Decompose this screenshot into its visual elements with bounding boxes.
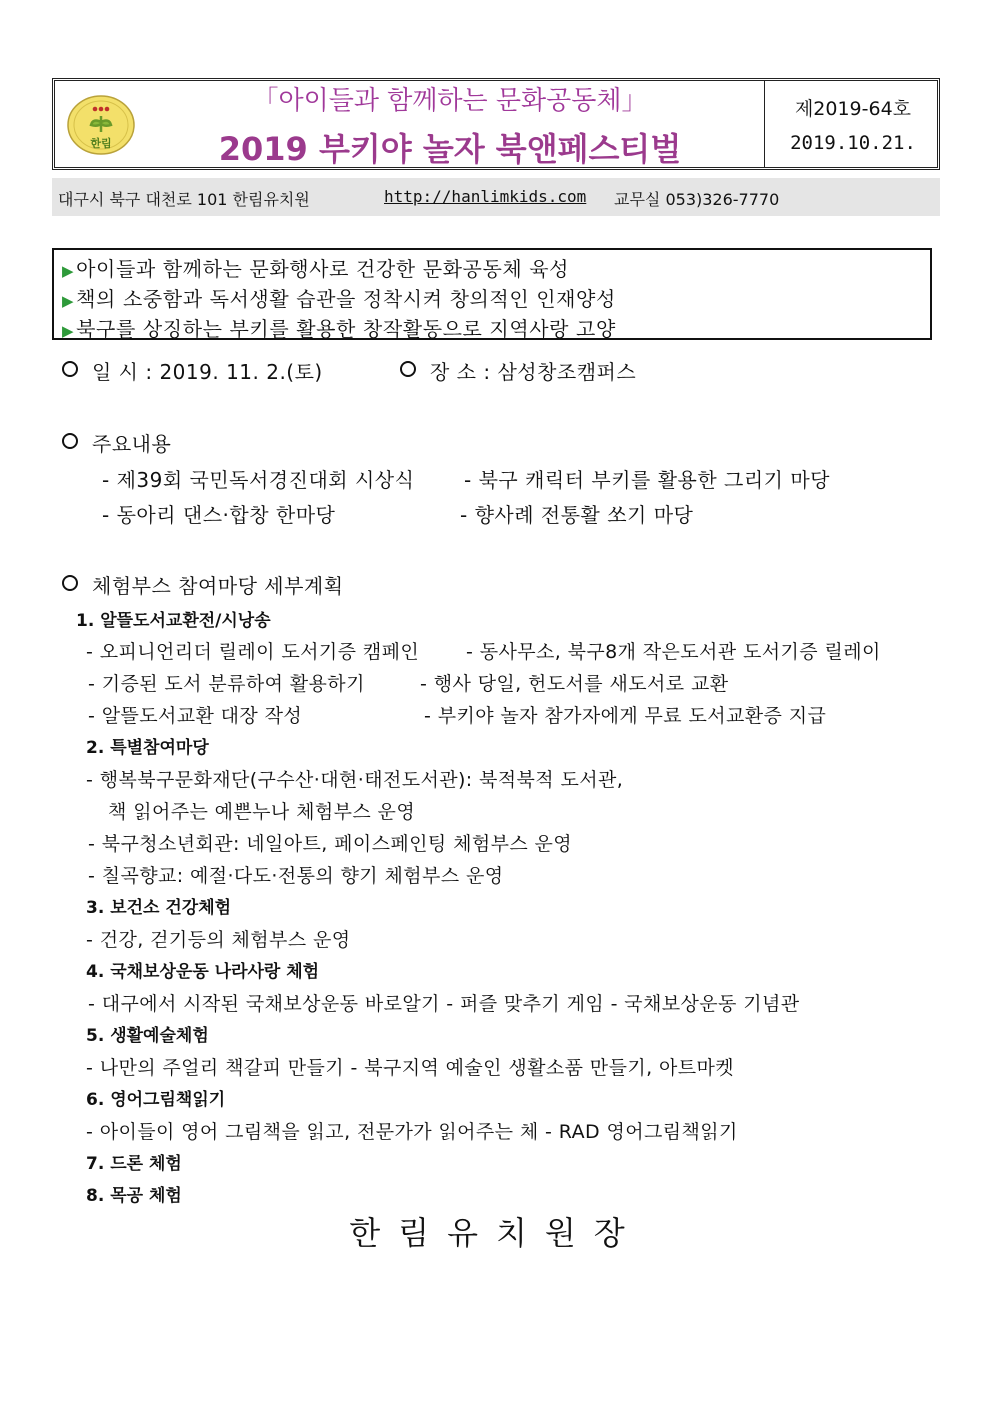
goal-item: ▶ 책의 소중함과 독서생활 습관을 정착시켜 창의적인 인재양성 <box>62 287 616 311</box>
title-line1: 「아이들과 함께하는 문화공동체」 <box>252 86 648 116</box>
section-item: - 아이들이 영어 그림책을 읽고, 전문가가 읽어주는 체 - RAD 영어그림책읽기 <box>86 1121 738 1143</box>
main-content-item: - 제39회 국민독서경진대회 시상식 <box>102 468 415 492</box>
detail-plan-title: 체험부스 참여마당 세부계획 <box>62 570 344 599</box>
main-content-item: - 북구 캐릭터 부키를 활용한 그리기 마당 <box>464 468 830 492</box>
circle-bullet-icon <box>62 361 78 377</box>
main-content-title: 주요내용 <box>62 428 171 457</box>
section-item: - 대구에서 시작된 국채보상운동 바로알기 - 퍼즐 맞추기 게임 - 국채보상운동 기념관 <box>88 993 800 1015</box>
issue-number: 제2019-64호 <box>794 98 912 120</box>
title-line2: 2019 부키야 놀자 북앤페스티벌 <box>218 130 682 168</box>
section-heading: 6. 영어그림책읽기 <box>86 1090 226 1110</box>
goal-item: ▶ 아이들과 함께하는 문화행사로 건강한 문화공동체 육성 <box>62 257 570 281</box>
triangle-bullet-icon: ▶ <box>62 322 75 340</box>
section-item: - 오피니언리더 릴레이 도서기증 캠페인 <box>86 641 420 663</box>
issue-date: 2019.10.21. <box>790 132 916 154</box>
triangle-bullet-icon: ▶ <box>62 262 75 280</box>
section-heading: 1. 알뜰도서교환전/시낭송 <box>76 611 271 631</box>
section-item: 책 읽어주는 예쁜누나 체험부스 운영 <box>108 801 416 823</box>
kindergarten-logo <box>66 94 136 156</box>
signature: 한림유치원장 <box>349 1214 643 1252</box>
triangle-bullet-icon: ▶ <box>62 292 75 310</box>
section-item: - 행사 당일, 헌도서를 새도서로 교환 <box>420 673 729 695</box>
homepage-link[interactable]: http://hanlimkids.com <box>384 187 587 206</box>
circle-bullet-icon <box>62 433 78 449</box>
event-place: 장 소 : 삼성창조캠퍼스 <box>400 356 636 385</box>
goal-item: ▶ 북구를 상징하는 부키를 활용한 창작활동으로 지역사랑 고양 <box>62 317 616 341</box>
address-location: 대구시 북구 대천로 101 한림유치원 <box>58 190 310 209</box>
section-heading: 5. 생활예술체험 <box>86 1026 209 1046</box>
section-heading: 7. 드론 체험 <box>86 1154 182 1174</box>
section-item: - 기증된 도서 분류하여 활용하기 <box>88 673 365 695</box>
section-item: - 행복북구문화재단(구수산·대현·태전도서관): 북적북적 도서관, <box>86 769 624 791</box>
section-item: - 나만의 주얼리 책갈피 만들기 - 북구지역 예술인 생활소품 만들기, 아트마켓 <box>86 1057 734 1079</box>
circle-bullet-icon <box>400 361 416 377</box>
main-content-item: - 향사례 전통활 쏘기 마당 <box>460 503 694 527</box>
section-item: - 알뜰도서교환 대장 작성 <box>88 705 303 727</box>
section-item: - 북구청소년회관: 네일아트, 페이스페인팅 체험부스 운영 <box>88 833 573 855</box>
section-heading: 3. 보건소 건강체험 <box>86 898 232 918</box>
section-item: - 부키야 놀자 참가자에게 무료 도서교환증 지급 <box>424 705 827 727</box>
section-heading: 4. 국채보상운동 나라사랑 체험 <box>86 962 320 982</box>
section-item: - 동사무소, 북구8개 작은도서관 도서기증 릴레이 <box>466 641 881 663</box>
header-divider <box>764 80 765 168</box>
circle-bullet-icon <box>62 575 78 591</box>
svg-text:한림: 한림 <box>90 137 112 150</box>
main-content-item: - 동아리 댄스·합창 한마당 <box>102 503 336 527</box>
section-item: - 건강, 걷기등의 체험부스 운영 <box>86 929 351 951</box>
section-heading: 2. 특별참여마당 <box>86 738 209 758</box>
office-phone: 교무실 053)326-7770 <box>614 190 780 209</box>
section-item: - 칠곡향교: 예절·다도·전통의 향기 체험부스 운영 <box>88 865 504 887</box>
event-date: 일 시 : 2019. 11. 2.(토) <box>62 356 323 385</box>
section-heading: 8. 목공 체험 <box>86 1186 182 1206</box>
